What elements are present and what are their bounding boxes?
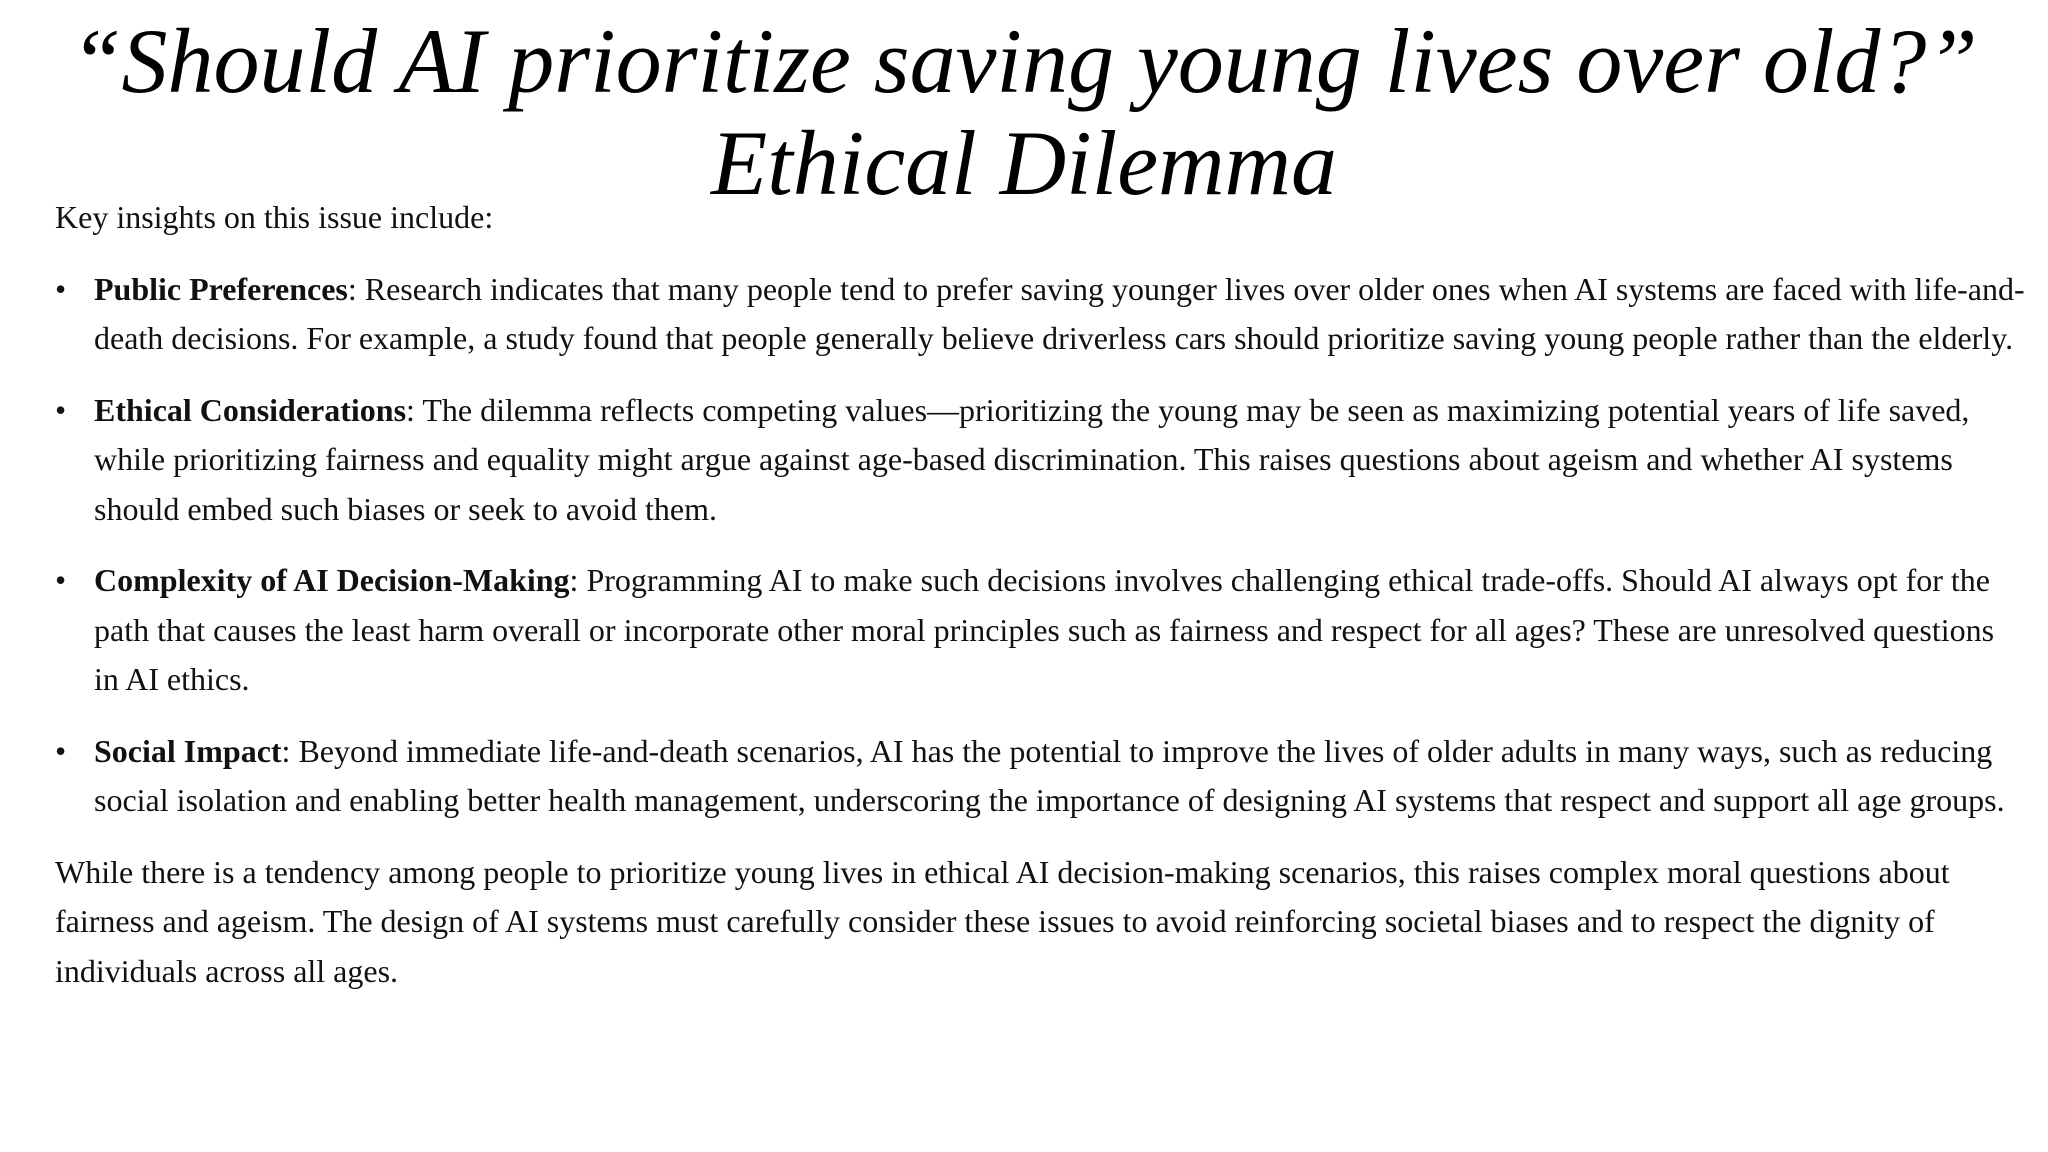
bullet-term: Ethical Considerations [94,391,407,428]
bullet-icon: • [55,391,67,428]
intro-text: Key insights on this issue include: [55,199,494,235]
bullet-term: Public Preferences [94,270,348,307]
bullet-icon: • [55,732,67,769]
bullet-term: Social Impact [94,732,282,769]
bullet-text: : Beyond immediate life-and-death scenarios, AI has the potential to improve the lives of older adults in many ways, such as reducing social isolation and enabling better health management, underscoring the importance of designing AI systems that respect and support all age groups. [94,732,2005,818]
bullet-text: : Research indicates that many people tend to prefer saving younger lives over older ones when AI systems are faced with life-and-death decisions. For example, a study found that people generally believe driverless cars should prioritize saving young people rather than the elderly. [94,270,2025,356]
slide-body [55,193,2025,996]
slide-title [0,10,2048,214]
conclusion-text: While there is a tendency among people to prioritize young lives in ethical AI decision-making scenarios, this raises complex moral questions about fairness and ageism. The design of AI systems must carefully consider these issues to avoid reinforcing societal biases and to respect the dignity of individuals across all ages. [55,853,1950,989]
bullet-text: : The dilemma reflects competing values—prioritizing the young may be seen as maximizing potential years of life saved, while prioritizing fairness and equality might argue against age-based discrimination. This raises questions about ageism and whether AI systems should embed such biases or seek to avoid them. [94,391,1970,527]
list-item-public-preferences [55,265,2025,364]
list-item-ethical-considerations [55,386,2025,535]
title-line-2: Ethical Dilemma [711,112,1337,214]
bullet-icon: • [55,562,67,598]
bullet-term: Complexity of AI Decision-Making [94,562,570,598]
list-item-social-impact [55,727,2025,826]
bullet-text: : Programming AI to make such decisions involves challenging ethical trade-offs. Should AI always opt for the path that causes the least harm overall or incorporate other moral principles such as fairness and respect for all ages? These are unresolved questions in AI ethics. [94,562,1995,697]
bullet-icon: • [55,270,67,307]
list-item-complexity [55,556,2025,705]
title-line-1: “Should AI prioritize saving young lives over old?” [70,10,1978,112]
insights-list [55,265,2025,826]
